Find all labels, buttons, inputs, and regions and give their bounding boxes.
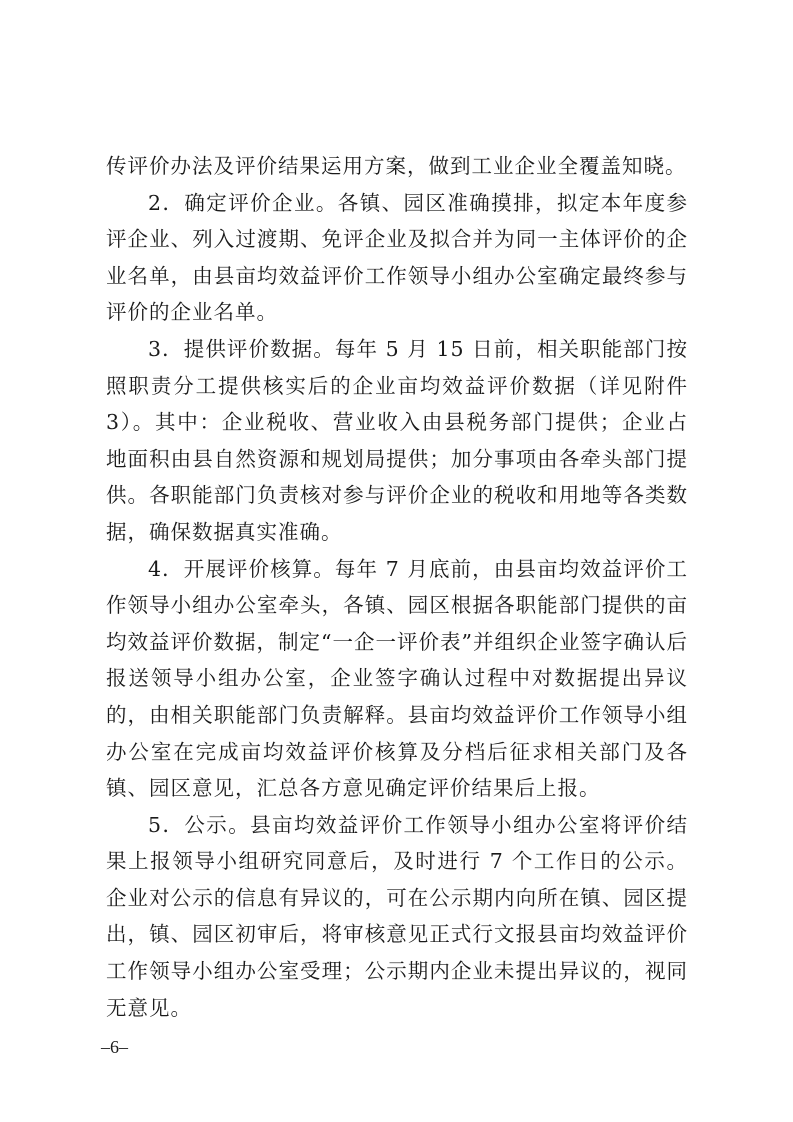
page-number: –6–: [101, 1037, 128, 1057]
paragraph-item-3: 3．提供评价数据。每年 5 月 15 日前，相关职能部门按照职责分工提供核实后的企业亩均效益评价数据（详见附件 3）。其中：企业税收、营业收入由县税务部门提供；企业占地面积由县自然资源和规划局提供；加分事项由各牵头部门提供。各职能部门负责核对参与评价企业的税收和用地等各类数据，确保数据真实准确。: [106, 336, 688, 544]
body-text: [106, 148, 688, 1026]
paragraph-item-4: 4．开展评价核算。每年 7 月底前，由县亩均效益评价工作领导小组办公室牵头，各镇、园区根据各职能部门提供的亩均效益评价数据，制定“一企一评价表”并组织企业签字确认后报送领导小组办公室，企业签字确认过程中对数据提出异议的，由相关职能部门负责解释。县亩均效益评价工作领导小组办公室在完成亩均效益评价核算及分档后征求相关部门及各镇、园区意见，汇总各方意见确定评价结果后上报。: [106, 556, 688, 801]
paragraph-continuation: 传评价办法及评价结果运用方案，做到工业企业全覆盖知晓。: [106, 154, 687, 178]
paragraph-item-2: 2．确定评价企业。各镇、园区准确摸排，拟定本年度参评企业、列入过渡期、免评企业及拟合并为同一主体评价的企业名单，由县亩均效益评价工作领导小组办公室确定最终参与评价的企业名单。: [106, 190, 688, 325]
paragraph-item-5: 5．公示。县亩均效益评价工作领导小组办公室将评价结果上报领导小组研究同意后，及时进行 7 个工作日的公示。企业对公示的信息有异议的，可在公示期内向所在镇、园区提出，镇、园区初审后，将审核意见正式行文报县亩均效益评价工作领导小组办公室受理；公示期内企业未提出异议的，视同无意见。: [106, 812, 688, 1020]
